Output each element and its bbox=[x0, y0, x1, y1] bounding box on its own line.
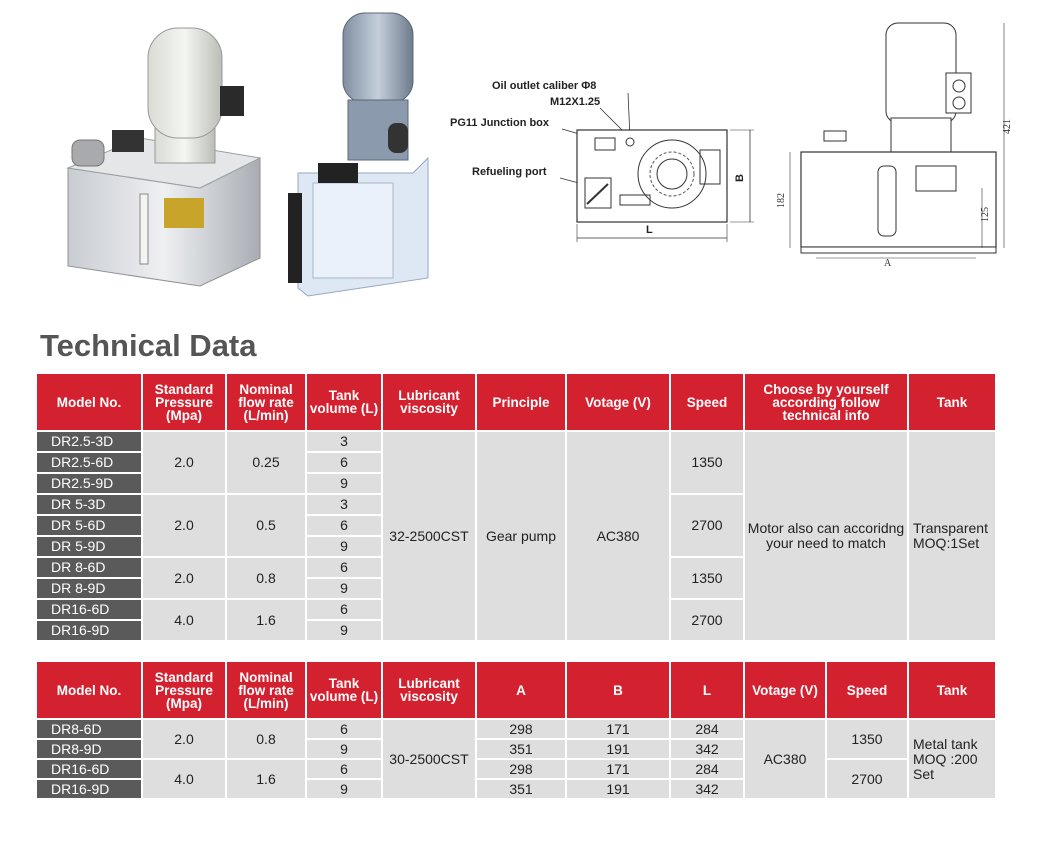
pressure-cell: 4.0 bbox=[143, 760, 225, 798]
speed-cell: 1350 bbox=[671, 432, 743, 493]
dim-a-label: A bbox=[884, 258, 892, 268]
flow-cell: 1.6 bbox=[227, 600, 305, 640]
dim-182-label: 182 bbox=[776, 193, 787, 208]
a-cell: 351 bbox=[477, 740, 565, 758]
volume-cell: 9 bbox=[307, 621, 381, 640]
m12-label: M12X1.25 bbox=[550, 96, 601, 108]
tank-cell: Metal tank MOQ :200 Set bbox=[909, 720, 995, 798]
b-cell: 171 bbox=[567, 760, 669, 778]
viscosity-cell: 32-2500CST bbox=[383, 432, 475, 640]
header-pressure: Standard Pressure (Mpa) bbox=[143, 374, 225, 430]
header-viscosity: Lubricant viscosity bbox=[383, 374, 475, 430]
side-view-diagram bbox=[776, 18, 1021, 268]
table-header-row bbox=[37, 662, 995, 718]
header-a: A bbox=[477, 662, 565, 718]
header-flow: Nominal flow rate (L/min) bbox=[227, 662, 305, 718]
l-cell: 284 bbox=[671, 760, 743, 778]
refueling-port-label: Refueling port bbox=[472, 166, 547, 178]
flow-cell: 0.8 bbox=[227, 720, 305, 758]
a-cell: 298 bbox=[477, 720, 565, 738]
model-cell: DR16-6D bbox=[37, 760, 141, 778]
model-cell: DR2.5-6D bbox=[37, 453, 141, 472]
technical-data-table-transparent bbox=[35, 372, 997, 642]
flow-cell: 1.6 bbox=[227, 760, 305, 798]
table-row bbox=[37, 432, 995, 451]
pressure-cell: 4.0 bbox=[143, 600, 225, 640]
header-pressure: Standard Pressure (Mpa) bbox=[143, 662, 225, 718]
l-cell: 284 bbox=[671, 720, 743, 738]
table-row bbox=[37, 760, 995, 778]
model-cell: DR2.5-3D bbox=[37, 432, 141, 451]
flow-cell: 0.5 bbox=[227, 495, 305, 556]
l-cell: 342 bbox=[671, 780, 743, 798]
b-cell: 191 bbox=[567, 780, 669, 798]
model-cell: DR 5-9D bbox=[37, 537, 141, 556]
header-speed: Speed bbox=[671, 374, 743, 430]
pressure-cell: 2.0 bbox=[143, 495, 225, 556]
choose-cell: Motor also can accoridng your need to match bbox=[745, 432, 907, 640]
volume-cell: 6 bbox=[307, 453, 381, 472]
pressure-cell: 2.0 bbox=[143, 720, 225, 758]
table-header-row bbox=[37, 374, 995, 430]
header-principle: Principle bbox=[477, 374, 565, 430]
b-cell: 191 bbox=[567, 740, 669, 758]
principle-cell: Gear pump bbox=[477, 432, 565, 640]
l-cell: 342 bbox=[671, 740, 743, 758]
volume-cell: 9 bbox=[307, 740, 381, 758]
speed-cell: 1350 bbox=[671, 558, 743, 598]
header-model: Model No. bbox=[37, 662, 141, 718]
speed-cell: 1350 bbox=[827, 720, 907, 758]
technical-data-table-metal bbox=[35, 660, 997, 800]
pressure-cell: 2.0 bbox=[143, 558, 225, 598]
voltage-cell: AC380 bbox=[745, 720, 825, 798]
model-cell: DR8-6D bbox=[37, 720, 141, 738]
volume-cell: 9 bbox=[307, 579, 381, 598]
flow-cell: 0.25 bbox=[227, 432, 305, 493]
volume-cell: 3 bbox=[307, 432, 381, 451]
dim-l-label: L bbox=[646, 224, 653, 236]
model-cell: DR16-9D bbox=[37, 780, 141, 798]
model-cell: DR8-9D bbox=[37, 740, 141, 758]
header-tank: Tank bbox=[909, 374, 995, 430]
tank-cell: Transparent MOQ:1Set bbox=[909, 432, 995, 640]
speed-cell: 2700 bbox=[671, 600, 743, 640]
volume-cell: 6 bbox=[307, 600, 381, 619]
speed-cell: 2700 bbox=[827, 760, 907, 798]
header-volume: Tank volume (L) bbox=[307, 662, 381, 718]
model-cell: DR16-6D bbox=[37, 600, 141, 619]
header-b: B bbox=[567, 662, 669, 718]
dim-b-label: B bbox=[734, 174, 746, 182]
junction-box-label: PG11 Junction box bbox=[450, 117, 550, 129]
header-choose: Choose by yourself according follow technical info bbox=[745, 374, 907, 430]
oil-outlet-label: Oil outlet caliber Φ8 bbox=[492, 80, 597, 92]
header-speed: Speed bbox=[827, 662, 907, 718]
volume-cell: 9 bbox=[307, 537, 381, 556]
speed-cell: 2700 bbox=[671, 495, 743, 556]
header-voltage: Votage (V) bbox=[745, 662, 825, 718]
viscosity-cell: 30-2500CST bbox=[383, 720, 475, 798]
volume-cell: 9 bbox=[307, 474, 381, 493]
section-title: Technical Data bbox=[40, 328, 257, 363]
header-voltage: Votage (V) bbox=[567, 374, 669, 430]
dim-125-label: 125 bbox=[980, 207, 991, 222]
header-flow: Nominal flow rate (L/min) bbox=[227, 374, 305, 430]
dim-421-label: 421 bbox=[1002, 119, 1013, 134]
header-model: Model No. bbox=[37, 374, 141, 430]
model-cell: DR 8-9D bbox=[37, 579, 141, 598]
a-cell: 351 bbox=[477, 780, 565, 798]
pressure-cell: 2.0 bbox=[143, 432, 225, 493]
volume-cell: 6 bbox=[307, 516, 381, 535]
model-cell: DR 5-3D bbox=[37, 495, 141, 514]
header-tank: Tank bbox=[909, 662, 995, 718]
volume-cell: 6 bbox=[307, 760, 381, 778]
volume-cell: 6 bbox=[307, 720, 381, 738]
table-row bbox=[37, 720, 995, 738]
header-l: L bbox=[671, 662, 743, 718]
b-cell: 171 bbox=[567, 720, 669, 738]
model-cell: DR 5-6D bbox=[37, 516, 141, 535]
voltage-cell: AC380 bbox=[567, 432, 669, 640]
a-cell: 298 bbox=[477, 760, 565, 778]
header-viscosity: Lubricant viscosity bbox=[383, 662, 475, 718]
header-volume: Tank volume (L) bbox=[307, 374, 381, 430]
transparent-tank-pump-photo bbox=[288, 8, 438, 298]
volume-cell: 6 bbox=[307, 558, 381, 577]
volume-cell: 9 bbox=[307, 780, 381, 798]
model-cell: DR 8-6D bbox=[37, 558, 141, 577]
model-cell: DR16-9D bbox=[37, 621, 141, 640]
flow-cell: 0.8 bbox=[227, 558, 305, 598]
top-view-diagram bbox=[450, 78, 770, 248]
model-cell: DR2.5-9D bbox=[37, 474, 141, 493]
metal-tank-pump-photo bbox=[60, 8, 272, 298]
volume-cell: 3 bbox=[307, 495, 381, 514]
